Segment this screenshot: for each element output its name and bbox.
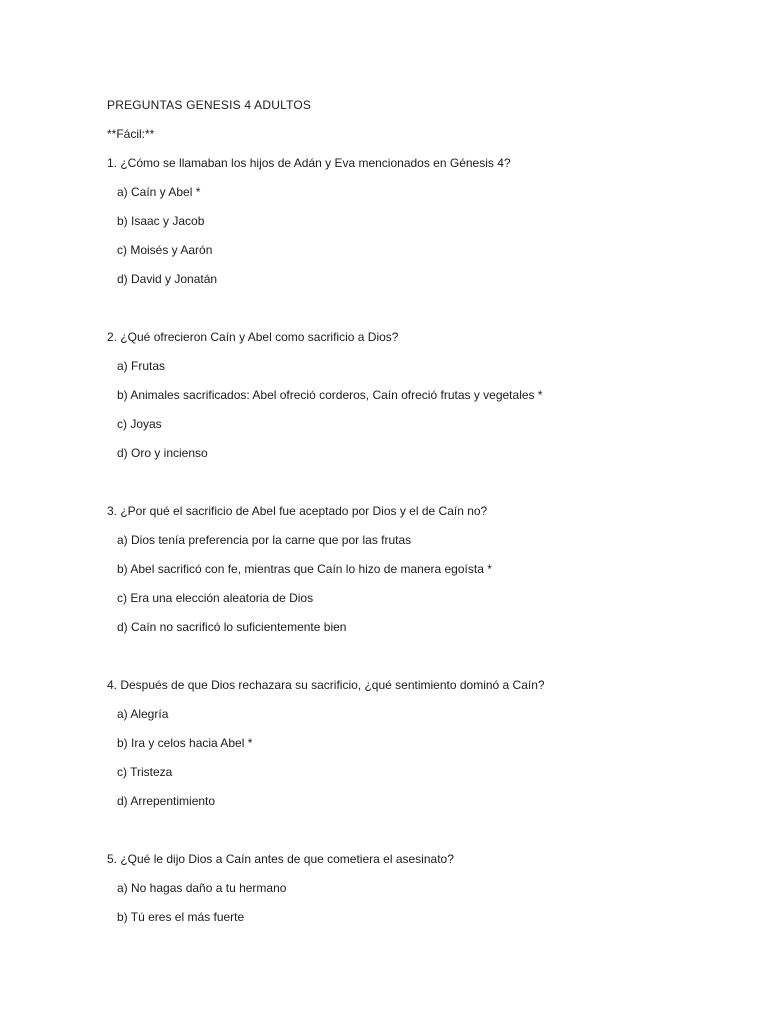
question-text: 4. Después de que Dios rechazara su sacrificio, ¿qué sentimiento dominó a Caín? — [107, 678, 545, 692]
option-text: c) Era una elección aleatoria de Dios — [117, 591, 314, 605]
option-text: b) Abel sacrificó con fe, mientras que Caín lo hizo de manera egoísta * — [117, 562, 492, 576]
option-text: d) Caín no sacrificó lo suficientemente bien — [117, 620, 347, 634]
question-block — [107, 323, 698, 468]
option-text: b) Isaac y Jacob — [117, 214, 205, 228]
option-text: d) Oro y incienso — [117, 446, 208, 460]
question-text: 2. ¿Qué ofrecieron Caín y Abel como sacrificio a Dios? — [107, 330, 399, 344]
option-text: b) Tú eres el más fuerte — [117, 910, 245, 924]
section-heading: **Fácil:** — [107, 127, 155, 141]
option-text: a) No hagas daño a tu hermano — [117, 881, 287, 895]
option-text: a) Dios tenía preferencia por la carne que por las frutas — [117, 533, 412, 547]
option-text: c) Moisés y Aarón — [117, 243, 213, 257]
question-block — [107, 845, 698, 932]
option-text: c) Joyas — [117, 417, 162, 431]
option-text: c) Tristeza — [117, 765, 173, 779]
question-block — [107, 149, 698, 294]
document-title: PREGUNTAS GENESIS 4 ADULTOS — [107, 98, 312, 112]
question-text: 3. ¿Por qué el sacrificio de Abel fue aceptado por Dios y el de Caín no? — [107, 504, 488, 518]
option-text: b) Ira y celos hacia Abel * — [117, 736, 253, 750]
option-text: d) Arrepentimiento — [117, 794, 216, 808]
option-text: a) Alegría — [117, 707, 169, 721]
option-text: b) Animales sacrificados: Abel ofreció corderos, Caín ofreció frutas y vegetales * — [117, 388, 543, 402]
option-text: a) Caín y Abel * — [117, 185, 201, 199]
question-block — [107, 671, 698, 816]
option-text: d) David y Jonatán — [117, 272, 218, 286]
question-text: 1. ¿Cómo se llamaban los hijos de Adán y Eva mencionados en Génesis 4? — [107, 156, 511, 170]
question-block — [107, 497, 698, 642]
option-text: a) Frutas — [117, 359, 166, 373]
question-text: 5. ¿Qué le dijo Dios a Caín antes de que cometiera el asesinato? — [107, 852, 454, 866]
questions-list — [107, 149, 698, 932]
